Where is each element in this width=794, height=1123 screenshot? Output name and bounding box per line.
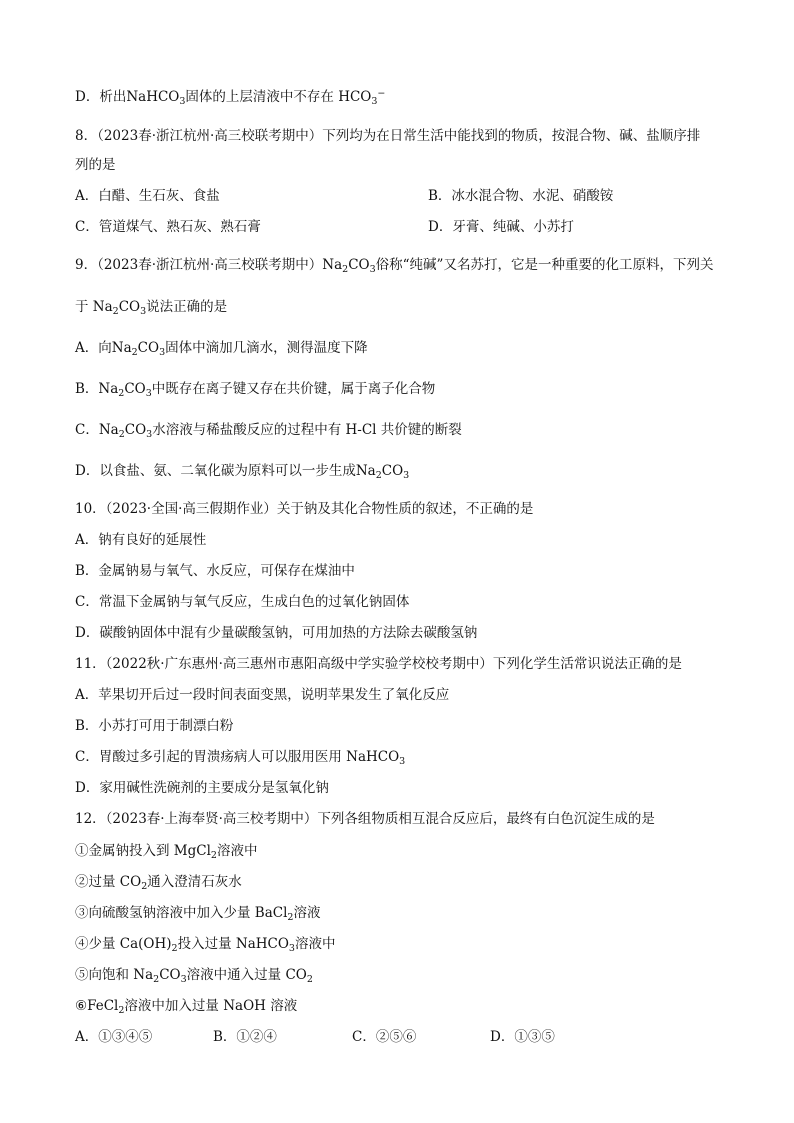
text: D．析出 [75, 89, 127, 105]
text: 溶液中加入过量 NaOH 溶液 [124, 998, 298, 1014]
q12-stem: 12．（2023春·上海奉贤·高三校考期中）下列各组物质相互混合反应后，最终有白色沉淀生成的是 [75, 811, 655, 827]
formula: Na [322, 257, 343, 273]
subscript: 3 [403, 470, 410, 481]
text: ⑥FeCl [75, 998, 119, 1014]
q12-option-d: D．①③⑤ [490, 1029, 555, 1045]
formula: Na [355, 463, 376, 479]
text: 水溶液与稀盐酸反应的过程中有 H-Cl 共价键的断裂 [152, 422, 462, 438]
text: B． [75, 381, 99, 397]
q8-option-c: C．管道煤气、熟石灰、熟石膏 [75, 219, 261, 235]
q10-option-d: D．碳酸钠固体中混有少量碳酸氢钠，可用加热的方法除去碳酸氢钠 [75, 625, 478, 641]
q11-option-d: D．家用碱性洗碗剂的主要成分是氢氧化钠 [75, 780, 329, 796]
text: 中既存在离子键又存在共价键，属于离子化合物 [151, 381, 436, 397]
q10-stem: 10．（2023·全国·高三假期作业）关于钠及其化合物性质的叙述，不正确的是 [75, 501, 534, 517]
text: 固体中滴加几滴水，测得温度下降 [165, 340, 368, 356]
subscript: 3 [288, 943, 295, 954]
q12-item-5 [75, 966, 313, 984]
subscript: 3 [179, 96, 186, 107]
q12-item-6 [75, 997, 297, 1015]
text: C．胃酸过多引起的胃溃疡病人可以服用医用 [75, 749, 342, 765]
subscript: 2 [141, 881, 148, 892]
formula: Na [98, 381, 119, 397]
q9-stem-line1 [75, 256, 713, 274]
q8-option-a: A．白醋、生石灰、食盐 [75, 188, 220, 204]
text: ⑤向饱和 Na [75, 967, 154, 983]
formula: CO [348, 257, 370, 273]
q10-option-c: C．常温下金属钠与氧气反应，生成白色的过氧化钠固体 [75, 594, 410, 610]
q11-option-c [75, 748, 405, 766]
text: 通入澄清石灰水 [147, 874, 242, 890]
text: ③向硫酸氢钠溶液中加入少量 BaCl [75, 905, 288, 921]
q11-option-a: A．苹果切开后过一段时间表面变黑，说明苹果发生了氧化反应 [75, 687, 450, 703]
subscript: 2 [171, 943, 178, 954]
formula: CO [381, 463, 404, 479]
formula: Na [111, 340, 132, 356]
text: 9．（2023春·浙江杭州·高三校联考期中） [75, 257, 323, 273]
text: 固体的上层清液中不存在 [185, 89, 334, 105]
q12-item-2 [75, 873, 242, 891]
text: D．以食盐、氨、二氧化碳为原料可以一步生成 [75, 463, 356, 479]
formula: CO [124, 381, 146, 397]
subscript: 3 [371, 96, 378, 107]
superscript: − [377, 88, 386, 99]
q12-option-b: B．①②④ [213, 1029, 277, 1045]
text: 溶液中 [294, 936, 336, 952]
subscript: 2 [118, 1005, 125, 1016]
subscript: 3 [159, 347, 166, 358]
q8-stem-line1: 8．（2023春·浙江杭州·高三校联考期中）下列均为在日常生活中能找到的物质，按混合物、碱、盐顺序排 [75, 128, 701, 144]
subscript: 2 [210, 850, 217, 861]
q8-option-b: B．冰水混合物、水泥、硝酸铵 [428, 188, 614, 204]
q7-option-d [75, 88, 385, 106]
q8-stem-line2: 列的是 [75, 157, 116, 173]
q9-option-c [75, 421, 462, 439]
subscript: 2 [375, 470, 382, 481]
text: 投入过量 NaHCO [177, 936, 289, 952]
formula: CO [137, 340, 160, 356]
text: 溶液 [293, 905, 321, 921]
subscript: 2 [287, 912, 294, 923]
q9-option-d [75, 462, 409, 480]
formula: NaHCO [126, 89, 180, 105]
q10-option-b: B．金属钠易与氧气、水反应，可保存在煤油中 [75, 563, 355, 579]
text: CO [159, 967, 181, 983]
text: 于 [75, 299, 89, 315]
subscript: 3 [399, 756, 406, 767]
text: A．向 [75, 340, 112, 356]
q8-options-ab [75, 187, 614, 205]
formula: Na [92, 299, 113, 315]
subscript: 3 [180, 974, 187, 985]
subscript: 2 [118, 388, 125, 399]
subscript: 3 [146, 429, 153, 440]
q11-option-b: B．小苏打可用于制漂白粉 [75, 718, 234, 734]
subscript: 3 [369, 264, 376, 275]
subscript: 2 [118, 429, 125, 440]
formula: Na [98, 422, 119, 438]
formula: HCO [338, 89, 372, 105]
q12-option-c: C．②⑤⑥ [352, 1029, 417, 1045]
q9-option-a [75, 339, 368, 357]
q8-options-cd [75, 218, 574, 236]
formula: CO [118, 299, 141, 315]
subscript: 2 [342, 264, 349, 275]
subscript: 2 [306, 974, 313, 985]
q12-item-1 [75, 842, 257, 860]
q9-option-b [75, 380, 435, 398]
q12-item-4 [75, 935, 335, 953]
subscript: 2 [112, 306, 119, 317]
text: C． [75, 422, 99, 438]
text: 溶液中通入过量 CO [186, 967, 307, 983]
q10-option-a: A．钠有良好的延展性 [75, 532, 207, 548]
q11-stem: 11．（2022秋·广东惠州·高三惠州市惠阳高级中学实验学校校考期中）下列化学生活常识说法正确的是 [75, 656, 682, 672]
q8-option-d: D．牙膏、纯碱、小苏打 [428, 219, 574, 235]
subscript: 3 [140, 306, 147, 317]
text: 俗称“纯碱”又名苏打，它是一种重要的化工原料，下列关 [375, 257, 714, 273]
formula: CO [124, 422, 147, 438]
q12-item-3 [75, 904, 320, 922]
q9-stem-line2 [75, 298, 227, 316]
subscript: 3 [145, 388, 152, 399]
text: 说法正确的是 [146, 299, 228, 315]
formula: NaHCO [346, 749, 400, 765]
subscript: 2 [153, 974, 160, 985]
q12-option-a: A．①③④⑤ [75, 1029, 153, 1045]
text: ②过量 CO [75, 874, 142, 890]
subscript: 2 [131, 347, 138, 358]
text: 溶液中 [216, 843, 258, 859]
text: ④少量 Ca(OH) [75, 936, 172, 952]
text: ①金属钠投入到 MgCl [75, 843, 211, 859]
